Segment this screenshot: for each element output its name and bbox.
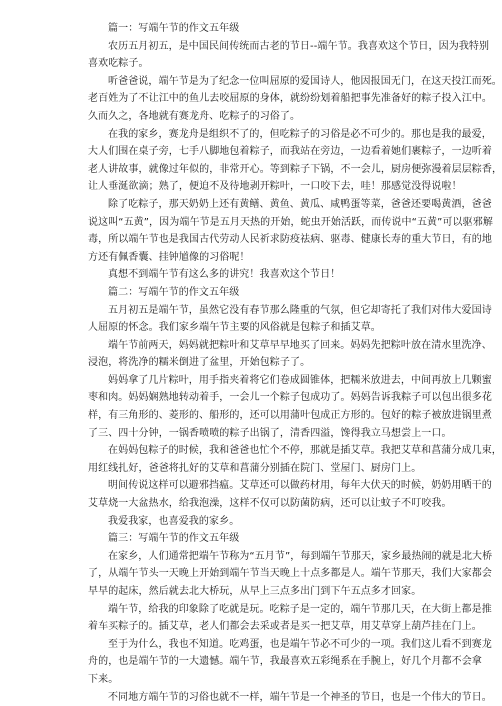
text-line: 老百姓为了不让江中的鱼儿去咬屈原的身体，就纷纷划着船把事先准备好的粽子投入江中。	[88, 93, 492, 105]
text-line: 让人垂涎欲滴；熟了，便迫不及待地剥开粽叶，一口咬下去，哇！那感觉没得说啦！	[88, 181, 462, 193]
text-line: 五月初五是端午节，虽然它没有春节那么隆重的气氛，但它却寄托了我们对伟大爱国诗	[108, 304, 492, 316]
text-line: 篇二：写端午节的作文五年级	[108, 286, 240, 298]
text-line: 艾草烧一大盆热水，给我泡澡，这样不仅可以防菌防病，还可以让蚊子不叮咬我。	[88, 498, 452, 510]
text-line: 在我的家乡，赛龙舟是组织不了的，但吃粽子的习俗是必不可少的。那也是我的最爱，	[108, 128, 492, 140]
text-line: 了三、四十分钟，一锅香喷喷的粽子出锅了，清香四溢，馋得我立马想尝上一口。	[88, 427, 452, 439]
text-line: 明间传说这样可以避邪挡瘟。艾草还可以做药材用，每年大伏天的时候，奶奶用晒干的	[108, 480, 492, 492]
text-line: 听爸爸说，端午节是为了纪念一位叫屈原的爱国诗人，他因报国无门，在这天投江而死。	[108, 75, 502, 87]
text-line: 真想不到端午节有这么多的讲究！我喜欢这个节日！	[108, 269, 341, 281]
text-line: 端午节，给我的印象除了吃就是玩。吃粽子是一定的，端午节那几天，在大街上都是推	[108, 603, 492, 615]
text-line: 浸泡，将洗净的糯米倒进了盆里，开始包粽子了。	[88, 357, 311, 369]
text-line: 着车买粽子的。插艾草，老人们都会去采或者是买一把艾草，用艾草穿上葫芦挂在门上。	[88, 621, 482, 633]
text-line: 除了吃粽子，那天奶奶上还有黄鳝、黄鱼、黄瓜、咸鸭蛋等菜，爸爸还要喝黄酒，爸爸	[108, 198, 492, 210]
text-line: 端午节前两天，妈妈就把粽叶和艾草早早地买了回来。妈妈先把粽叶放在清水里洗净、	[108, 339, 492, 351]
text-line: 至于为什么，我也不知道。吃鸡蛋，也是端午节必不可少的一项。我们这儿看不到赛龙	[108, 638, 492, 650]
text-line: 早早的起床，然后就去北大桥玩，从早上三点多出门到下午五点多才回家。	[88, 586, 422, 597]
text-line: 农历五月初五，是中国民间传统而古老的节日--端午节。我喜欢这个节日，因为我特别	[108, 40, 490, 52]
text-line: 大人们围在桌子旁，七手八脚地包着粽子，而我站在旁边，一边看着她们裹粽子，一边听着	[88, 146, 492, 158]
text-line: 篇一：写端午节的作文五年级	[108, 23, 240, 34]
text-line: 样，有三角形的、菱形的、船形的，还可以用蒲叶包成正方形的。包好的粽子被放进锅里煮	[88, 410, 492, 422]
text-line: 不同地方端午节的习俗也就不一样，端午节是一个神圣的节日，也是一个伟大的节日。	[108, 691, 492, 703]
text-line: 人屈原的怀念。我们家乡端午节主要的风俗就是包粽子和插艾草。	[88, 322, 381, 334]
text-line: 方还有佩香囊、挂钟馗像的习俗呢！	[88, 251, 250, 263]
text-line: 在妈妈包粽子的时候，我和爸爸也忙个不停，那就是插艾草。我把艾草和菖蒲分成几束，	[108, 445, 502, 457]
text-line: 我爱我家，也喜爱我的家乡。	[108, 515, 240, 527]
text-line: 老人讲故事，就像过年似的，非常开心。等到粽子下锅，不一会儿，厨房便弥漫着层层粽香，	[88, 163, 502, 175]
text-line: 说这叫“五黄”，因为端午节是五月天热的开始，蛇虫开始活跃，而传说中“五黄”可以驱邪解	[88, 216, 493, 228]
text-line: 用红线扎好，爸爸将扎好的艾草和菖蒲分别插在院门、堂屋门、厨房门上。	[88, 462, 422, 474]
text-line: 毒，所以端午节也是我国古代劳动人民祈求防疫祛病、驱毒、健康长寿的重大节日，有的地	[88, 234, 492, 246]
text-line: 久而久之，各地就有赛龙舟、吃粽子的习俗了。	[88, 110, 301, 122]
text-line: 枣和肉。妈妈娴熟地转动着手，一会儿一个粽子包成功了。妈妈告诉我粽子可以包出很多花	[88, 392, 492, 404]
text-line: 喜欢吃粽子。	[88, 58, 149, 70]
text-line: 下来。	[88, 673, 119, 685]
text-line: 篇三：写端午节的作文五年级	[108, 533, 240, 545]
text-line: 了，从端午节头一天晚上开始到端午节当天晚上十点多都是人。端午节那天，我们大家都会	[88, 568, 492, 580]
text-line: 舟的，也是端午节的一大遗憾。端午节，我最喜欢五彩绳系在手腕上，好几个月都不会拿	[88, 656, 482, 668]
text-line: 妈妈拿了几片粽叶，用手指夹着将它们卷成圆锥体，把糯米放进去，中间再放上几颗蜜	[108, 374, 492, 386]
text-line: 在家乡，人们通常把端午节称为“五月节”，每到端午节那天，家乡最热闹的就是北大桥	[108, 550, 493, 562]
